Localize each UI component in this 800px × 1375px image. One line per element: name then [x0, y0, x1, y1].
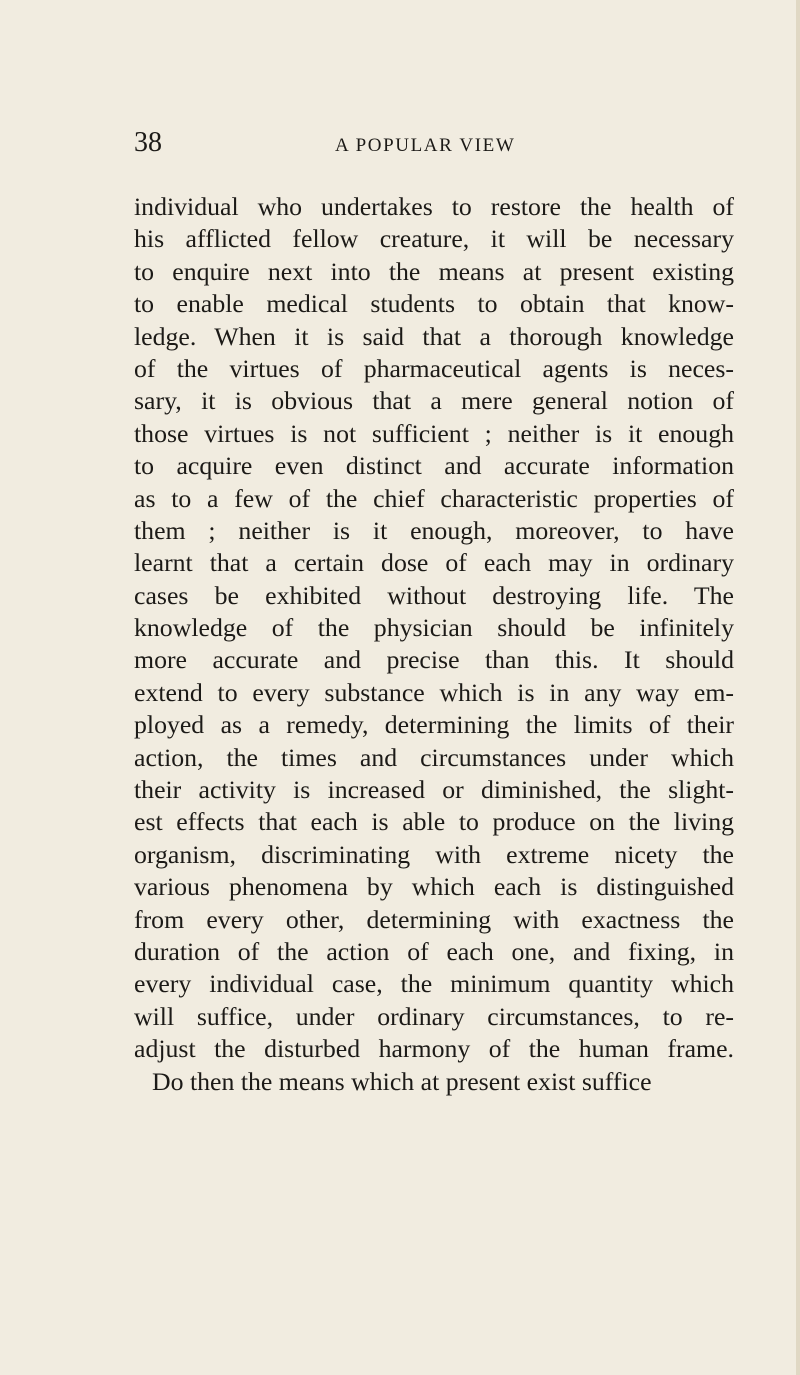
text-line: every individual case, the minimum quantity which: [134, 969, 734, 999]
page-number: 38: [134, 127, 162, 158]
text-line: those virtues is not sufficient ; neither is it enough: [134, 418, 734, 448]
text-line: cases be exhibited without destroying life. The: [134, 580, 734, 610]
running-title: A POPULAR VIEW: [335, 135, 516, 156]
text-line: will suffice, under ordinary circumstances, to re-: [134, 1001, 734, 1031]
body-text: [134, 191, 734, 1098]
text-line: Do then the means which at present exist suffice: [152, 1066, 652, 1096]
text-line: more accurate and precise than this. It should: [134, 645, 734, 675]
page-edge: [796, 0, 800, 1375]
text-line: knowledge of the physician should be infinitely: [134, 613, 734, 643]
text-line: adjust the disturbed harmony of the human frame.: [134, 1034, 734, 1064]
text-line: to acquire even distinct and accurate information: [134, 451, 734, 481]
text-line: to enable medical students to obtain that know-: [134, 289, 734, 319]
text-line: sary, it is obvious that a mere general notion of: [134, 386, 734, 416]
text-line: them ; neither is it enough, moreover, to have: [134, 515, 734, 545]
text-line: est effects that each is able to produce on the living: [134, 807, 734, 837]
running-head: [0, 126, 800, 166]
text-line: various phenomena by which each is distinguished: [134, 872, 734, 902]
text-line: duration of the action of each one, and fixing, in: [134, 936, 734, 966]
text-line: organism, discriminating with extreme nicety the: [134, 839, 734, 869]
text-line: action, the times and circumstances under which: [134, 742, 734, 772]
text-line: individual who undertakes to restore the health of: [134, 192, 734, 221]
text-line: ployed as a remedy, determining the limits of their: [134, 710, 734, 740]
text-line: learnt that a certain dose of each may in ordinary: [134, 548, 734, 578]
text-line: as to a few of the chief characteristic properties of: [134, 483, 734, 513]
text-line: his afflicted fellow creature, it will be necessary: [134, 224, 734, 254]
text-line: ledge. When it is said that a thorough knowledge: [134, 321, 734, 351]
text-line: extend to every substance which is in any way em-: [134, 677, 734, 707]
text-line: their activity is increased or diminished, the slight-: [134, 775, 734, 805]
text-line: to enquire next into the means at present existing: [134, 256, 734, 286]
text-line: of the virtues of pharmaceutical agents is neces-: [134, 353, 734, 383]
text-line: from every other, determining with exactness the: [134, 904, 734, 934]
